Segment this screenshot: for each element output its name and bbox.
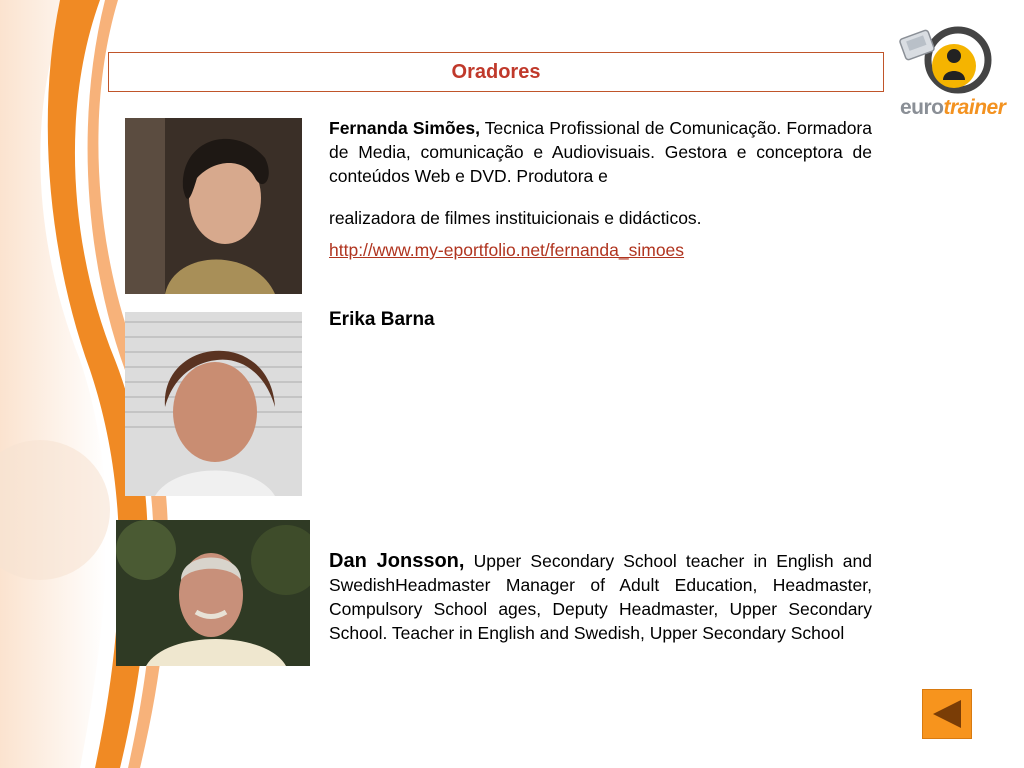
speaker-photo-erika [125, 312, 302, 496]
speaker-name-erika: Erika Barna [329, 309, 435, 330]
logo-text-euro: euro [900, 96, 944, 119]
speaker-bio-text-fernanda-2: realizadora de filmes instituicionais e didácticos. [329, 208, 702, 228]
logo-text [900, 96, 1005, 120]
speaker-bio-text-fernanda: Tecnica Profissional de Comunicação. Formadora de Media, comunicação e Audiovisuais. Gestora e conceptora de conteúdos Web e DVD. Produtora e [329, 118, 872, 186]
slide-title: Oradores [451, 60, 541, 83]
speaker-photo-dan [116, 520, 310, 666]
speaker-bio-erika [329, 307, 872, 332]
speaker-name-fernanda: Fernanda Simões, [329, 118, 480, 138]
previous-slide-button[interactable] [922, 689, 972, 739]
logo-text-trainer: trainer [943, 96, 1006, 119]
speaker-name-dan: Dan Jonsson, [329, 550, 465, 572]
speaker-bio-fernanda [329, 116, 872, 262]
speaker-bio-text-dan: Upper Secondary School teacher in English and SwedishHeadmaster Manager of Adult Education, Headmaster, Compulsory School ages, Deputy Headmaster, Upper Secondary School. Teacher in English and Swedish, Upper Secondary School [329, 551, 872, 643]
speaker-bio-dan [329, 549, 872, 645]
triangle-left-icon [927, 694, 967, 734]
speaker-photo-fernanda [125, 118, 302, 294]
slide-title-box [108, 52, 884, 92]
speaker-link-fernanda[interactable]: http://www.my-eportfolio.net/fernanda_simoes [329, 240, 685, 260]
